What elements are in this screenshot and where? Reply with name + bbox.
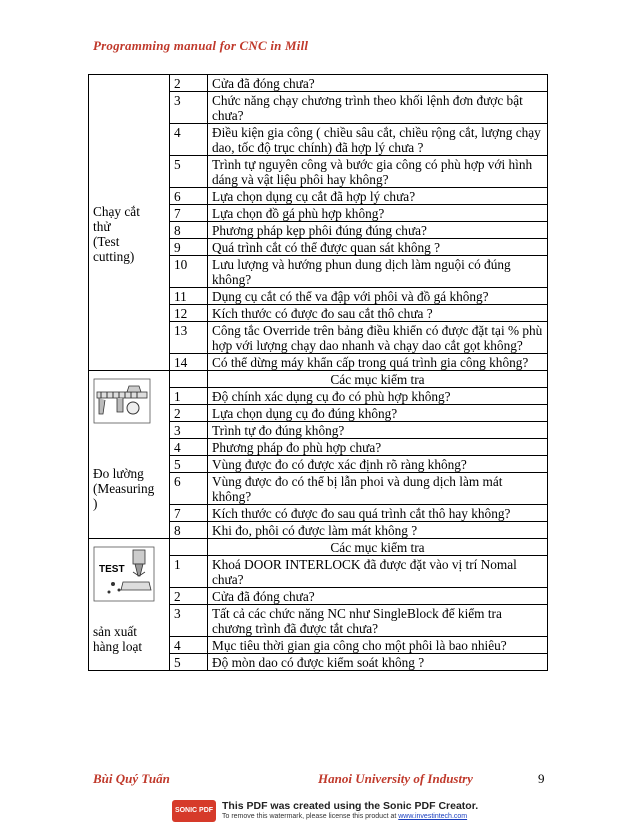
footer-institution: Hanoi University of Industry <box>318 771 473 786</box>
item-text: Độ chính xác dụng cụ đo có phù hợp không? <box>208 388 548 405</box>
item-number: 12 <box>170 305 208 322</box>
item-text: Vùng được đo có thể bị lẫn phoi và dung dịch làm mát không? <box>208 473 548 505</box>
item-number: 4 <box>170 637 208 654</box>
pdf-watermark[interactable] <box>172 800 479 824</box>
item-text: Vùng được đo có được xác định rõ ràng không? <box>208 456 548 473</box>
item-text: Trình tự nguyên công và bước gia công có phù hợp với hình dáng và vật liệu phôi hay không? <box>208 156 548 188</box>
item-text: Lưu lượng và hướng phun dung dịch làm nguội có đúng không? <box>208 256 548 288</box>
item-text: Cửa đã đóng chưa? <box>208 588 548 605</box>
item-number: 5 <box>170 156 208 188</box>
item-number: 5 <box>170 654 208 671</box>
test-image-label: TEST <box>99 564 125 575</box>
page-number: 9 <box>538 771 545 786</box>
item-number: 4 <box>170 439 208 456</box>
item-text: Tất cả các chức năng NC như SingleBlock để kiểm tra chương trình đã được tắt chưa? <box>208 605 548 637</box>
item-number: 1 <box>170 388 208 405</box>
item-number: 8 <box>170 522 208 539</box>
item-number: 7 <box>170 505 208 522</box>
label-line: ) <box>93 496 98 511</box>
item-number: 1 <box>170 556 208 588</box>
caliper-image <box>93 378 153 426</box>
item-text: Dụng cụ cắt có thể va đập với phôi và đồ gá không? <box>208 288 548 305</box>
item-text: Điều kiện gia công ( chiều sâu cắt, chiều rộng cắt, lượng chạy dao, tốc độ trục chính) đã hợp lý chưa ? <box>208 124 548 156</box>
item-text: Công tắc Override trên bảng điều khiển có được đặt tại % phù hợp với lượng chạy dao nhanh và chạy dao cắt gọt không? <box>208 322 548 354</box>
heading-row <box>89 371 548 388</box>
table-row <box>89 75 548 92</box>
mass-production-label <box>93 624 165 654</box>
item-text: Khi đo, phôi có được làm mát không ? <box>208 522 548 539</box>
measuring-label <box>93 466 165 511</box>
measuring-label-cell <box>89 371 170 539</box>
item-text: Kích thước có được đo sau quá trình cắt thô hay không? <box>208 505 548 522</box>
item-number: 14 <box>170 354 208 371</box>
test-cutting-label <box>93 204 165 264</box>
item-number: 5 <box>170 456 208 473</box>
item-text: Trình tự đo đúng không? <box>208 422 548 439</box>
item-text: Có thể dừng máy khẩn cấp trong quá trình gia công không? <box>208 354 548 371</box>
label-line: sản xuất <box>93 624 137 639</box>
label-line: (Measuring <box>93 481 155 496</box>
item-number: 4 <box>170 124 208 156</box>
label-line: Chạy cắt <box>93 204 140 219</box>
label-line: Đo lường <box>93 466 144 481</box>
test-cutting-label-cell <box>89 75 170 371</box>
mass-production-label-cell <box>89 539 170 671</box>
item-number: 3 <box>170 605 208 637</box>
checklist-table <box>88 74 548 671</box>
watermark-line-1: This PDF was created using the Sonic PDF Creator. <box>222 800 479 812</box>
running-header: Programming manual for CNC in Mill <box>93 38 309 53</box>
section-heading: Các mục kiểm tra <box>208 371 548 388</box>
item-number: 6 <box>170 188 208 205</box>
item-number: 7 <box>170 205 208 222</box>
item-number: 2 <box>170 405 208 422</box>
item-number: 3 <box>170 422 208 439</box>
heading-empty-cell <box>170 539 208 556</box>
item-number: 11 <box>170 288 208 305</box>
watermark-link[interactable]: www.investintech.com <box>398 813 468 820</box>
label-line: cutting) <box>93 249 135 264</box>
footer-author: Bùi Quý Tuấn <box>93 771 170 786</box>
item-text: Phương pháp kẹp phôi đúng đúng chưa? <box>208 222 548 239</box>
test-machine-image <box>93 546 153 594</box>
item-text: Độ mòn dao có được kiểm soát không ? <box>208 654 548 671</box>
item-number: 6 <box>170 473 208 505</box>
label-line: hàng loạt <box>93 639 143 654</box>
item-text: Phương pháp đo phù hợp chưa? <box>208 439 548 456</box>
item-text: Lựa chọn dụng cụ cắt đã hợp lý chưa? <box>208 188 548 205</box>
section-heading: Các mục kiểm tra <box>208 539 548 556</box>
sonic-pdf-logo: SONIC PDF <box>172 800 216 822</box>
item-number: 13 <box>170 322 208 354</box>
item-text: Quá trình cắt có thể được quan sát không ? <box>208 239 548 256</box>
item-text: Chức năng chạy chương trình theo khối lệnh đơn được bật chưa? <box>208 92 548 124</box>
item-text: Mục tiêu thời gian gia công cho một phôi là bao nhiêu? <box>208 637 548 654</box>
heading-row <box>89 539 548 556</box>
item-text: Kích thước có được đo sau cắt thô chưa ? <box>208 305 548 322</box>
item-number: 8 <box>170 222 208 239</box>
watermark-line-2: To remove this watermark, please license this product at www.investintech.com <box>222 813 468 820</box>
item-number: 10 <box>170 256 208 288</box>
heading-empty-cell <box>170 371 208 388</box>
item-number: 9 <box>170 239 208 256</box>
label-line: (Test <box>93 234 120 249</box>
item-text: Cửa đã đóng chưa? <box>208 75 548 92</box>
item-number: 3 <box>170 92 208 124</box>
item-text: Lựa chọn đồ gá phù hợp không? <box>208 205 548 222</box>
item-number: 2 <box>170 75 208 92</box>
item-text: Khoá DOOR INTERLOCK đã được đặt vào vị trí Nomal chưa? <box>208 556 548 588</box>
item-text: Lựa chọn dụng cụ đo đúng không? <box>208 405 548 422</box>
item-number: 2 <box>170 588 208 605</box>
label-line: thử <box>93 219 111 234</box>
